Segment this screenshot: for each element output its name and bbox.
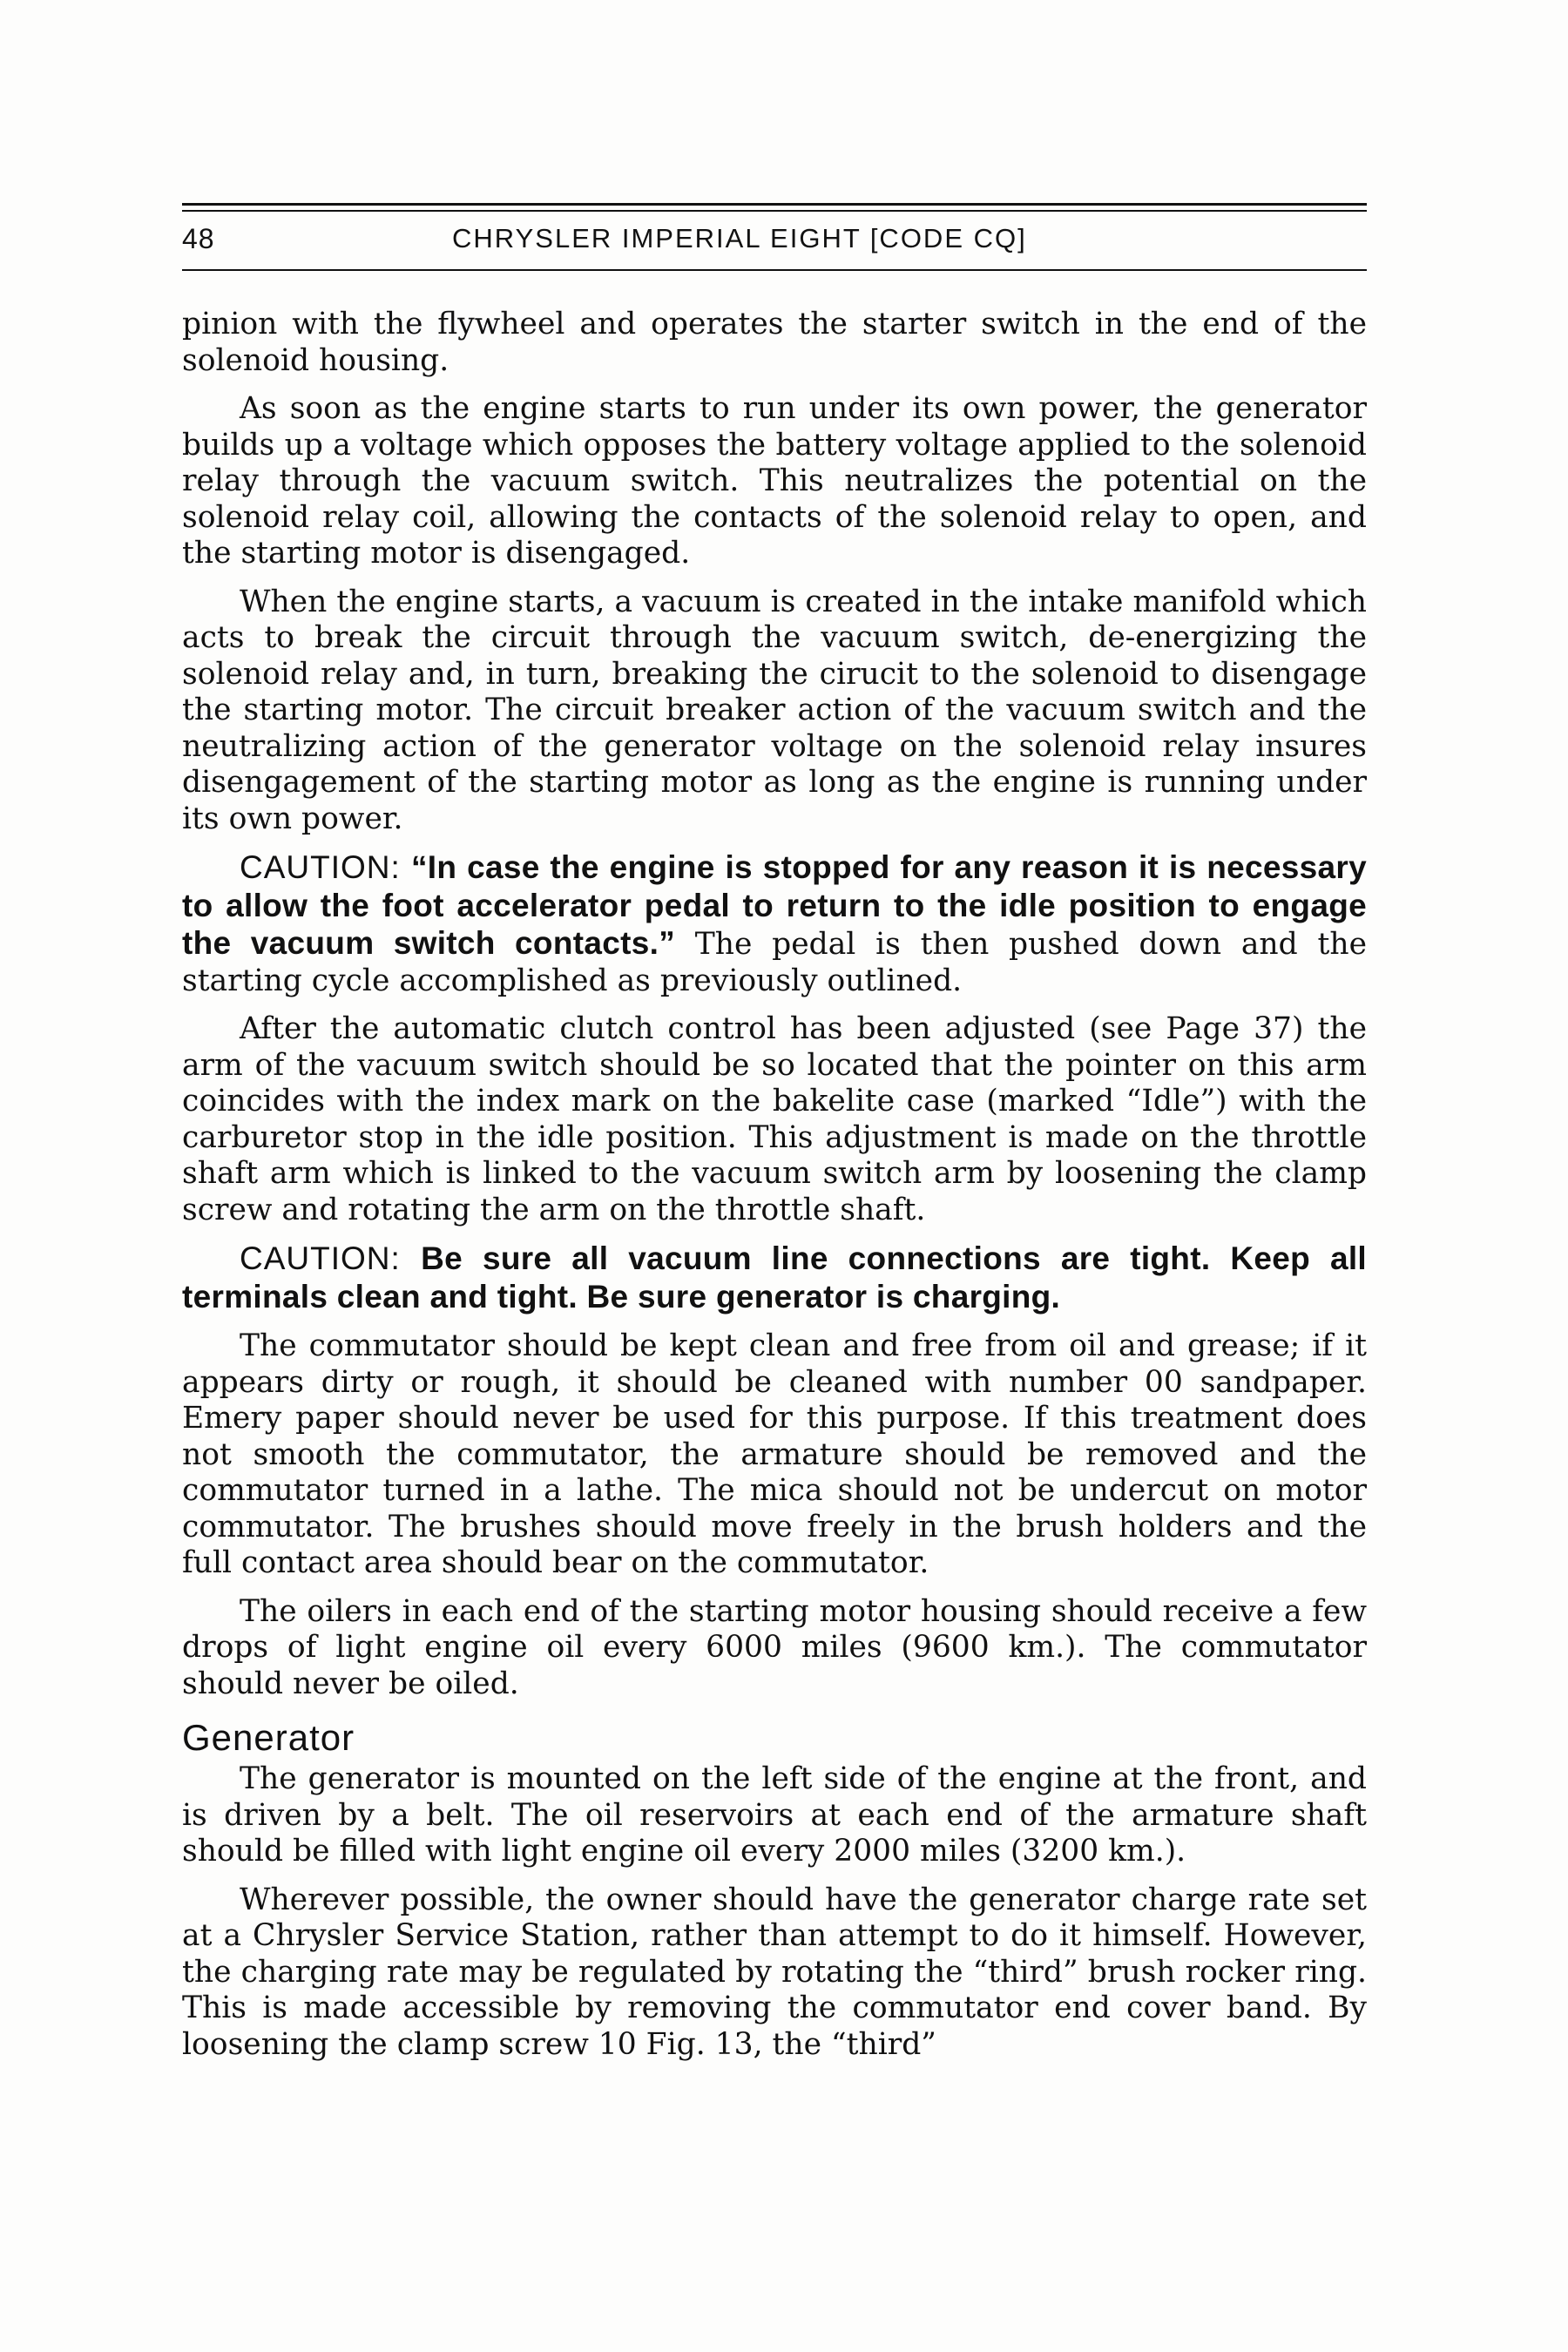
- paragraph-generator-mount: The generator is mounted on the left side of the engine at the front, and is driven by a belt. The oil reservoirs at each end of the armature shaft should be filled with light engine oil every 2000 miles (3200 km.).: [182, 1761, 1367, 1869]
- header-top-rule: [182, 203, 1367, 206]
- caution-accelerator: [182, 849, 1367, 999]
- paragraph-charge-rate: Wherever possible, the owner should have the generator charge rate set at a Chrysler Service Station, rather than attempt to do it himself. However, the charging rate may be regulated by rotating the “third” brush rocker ring. This is made accessible by removing the commutator end cover band. By loosening the clamp screw 10 Fig. 13, the “third”: [182, 1882, 1367, 2062]
- header-top-rule-thin: [182, 210, 1367, 212]
- page-number: 48: [182, 223, 215, 254]
- paragraph-continued: pinion with the flywheel and operates the starter switch in the end of the solenoid housing.: [182, 307, 1367, 378]
- caution-label: CAUTION:: [240, 849, 401, 885]
- caution-text: Be sure all vacuum line connections are tight. Keep all terminals clean and tight. Be sure generator is charging.: [182, 1240, 1367, 1315]
- paragraph-oilers: The oilers in each end of the starting motor housing should receive a few drops of light engine oil every 6000 miles (9600 km.). The commutator should never be oiled.: [182, 1593, 1367, 1701]
- paragraph-commutator: The commutator should be kept clean and free from oil and grease; if it appears dirty or rough, it should be cleaned with number 00 sandpaper. Emery paper should never be used for this purpose. If this treatment does not smooth the commutator, the armature should be removed and the commutator turned in a lathe. The mica should not be undercut on motor commutator. The brushes should move freely in the brush holders and the full contact area should bear on the commutator.: [182, 1328, 1367, 1580]
- paragraph-vacuum-circuit: When the engine starts, a vacuum is created in the intake manifold which acts to break the circuit through the vacuum switch, de-energizing the solenoid relay and, in turn, breaking the cirucit to the solenoid to disengage the starting motor. The circuit breaker action of the vacuum switch and the neutralizing action of the generator voltage on the solenoid relay insures disengagement of the starting motor as long as the engine is running under its own power.: [182, 584, 1367, 836]
- running-title: CHRYSLER IMPERIAL EIGHT [CODE CQ]: [452, 223, 1027, 253]
- paragraph-vacuum-switch-adjustment: After the automatic clutch control has been adjusted (see Page 37) the arm of the vacuum switch should be so located that the pointer on this arm coincides with the index mark on the bakelite case (marked “Idle”) with the carburetor stop in the idle position. This adjustment is made on the throttle shaft arm which is linked to the vacuum switch arm by loosening the clamp screw and rotating the arm on the throttle shaft.: [182, 1011, 1367, 1227]
- paragraph-generator-voltage: As soon as the engine starts to run under its own power, the generator builds up a voltage which opposes the battery voltage applied to the solenoid relay through the vacuum switch. This neutralizes the potential on the solenoid relay coil, allowing the contacts of the solenoid relay to open, and the starting motor is disengaged.: [182, 391, 1367, 571]
- caution-label: CAUTION:: [240, 1240, 401, 1276]
- page-body: [182, 307, 1367, 2075]
- page-header: [182, 223, 1367, 268]
- caution-text: “In case the engine is stopped for any reason it is necessary to allow the foot accelerator pedal to return to the idle position to engage the vacuum switch contacts.”: [182, 849, 1367, 961]
- section-heading-generator: Generator: [182, 1717, 355, 1758]
- caution-connections: [182, 1240, 1367, 1316]
- header-bottom-rule: [182, 269, 1367, 271]
- caution-followup: The pedal is then pushed down and the starting cycle accomplished as previously outlined.: [182, 927, 1367, 998]
